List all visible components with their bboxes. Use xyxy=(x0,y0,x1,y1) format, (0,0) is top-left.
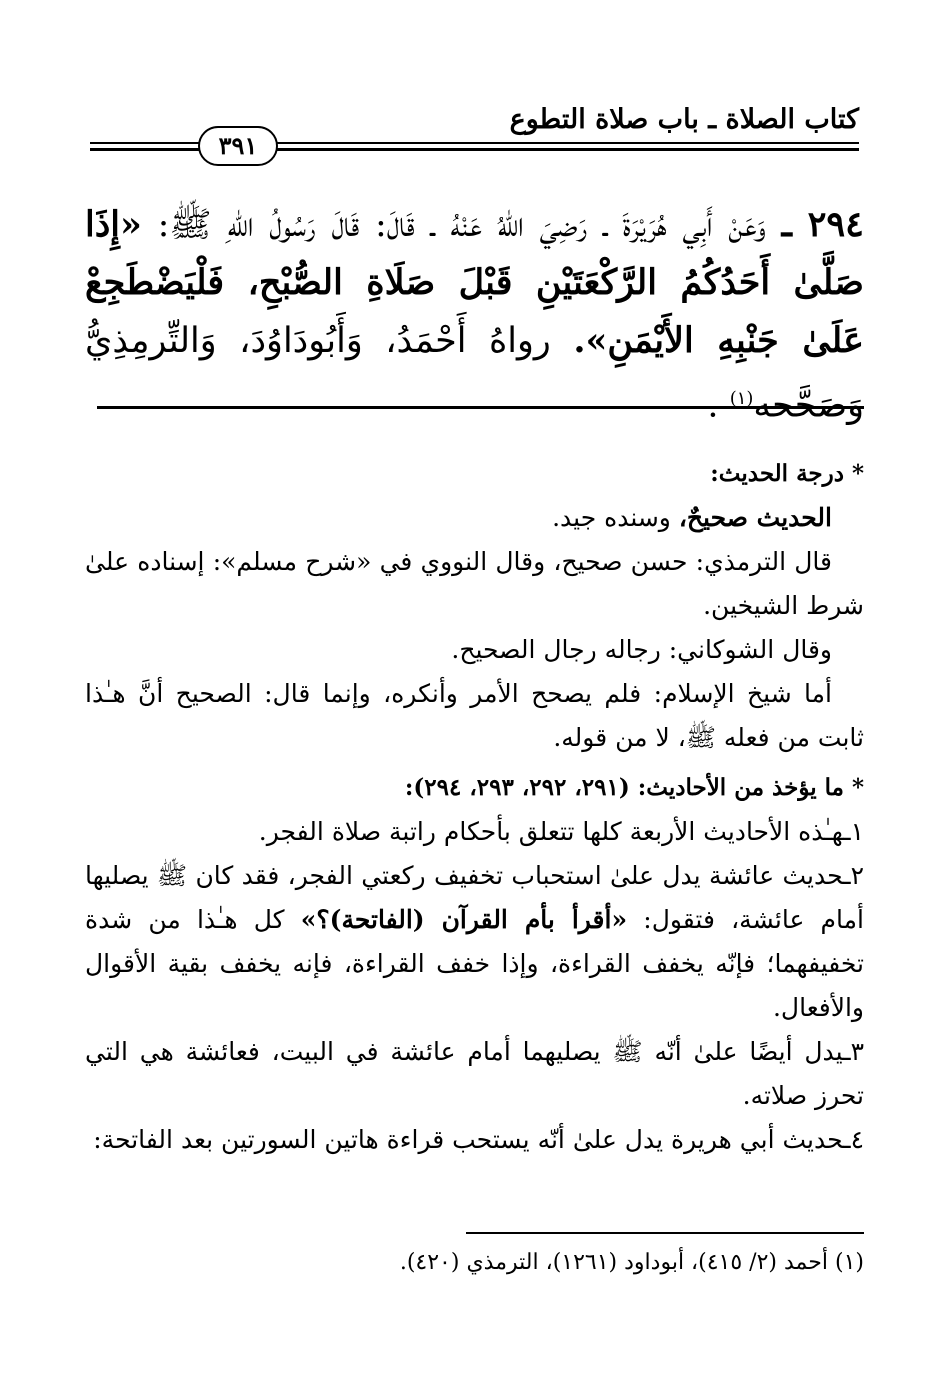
hadith-source: رواهُ أَحْمَدُ، وَأَبُودَاوُدَ، وَالتِّرمِذِيُّ وَصَحَّحه xyxy=(85,321,864,426)
footnote-separator xyxy=(466,1232,864,1234)
grading-verdict-bold: الحديث صحيحٌ، xyxy=(678,503,832,532)
grading-shaykh-al-islam xyxy=(85,672,864,760)
hadith-text xyxy=(85,196,864,435)
benefit-num: ٤ـ xyxy=(843,1125,864,1154)
footnote-reference[interactable]: (١) xyxy=(729,388,754,409)
benefit-text-a: حديث عائشة يدل علىٰ استحباب تخفيف ركعتي الفجر، فقد كان ﷺ يصليها أمام عائشة، فتقول: xyxy=(85,861,864,934)
footnote-text: أحمد (٢/ ٤١٥)، أبوداود (١٢٦١)، الترمذي (٤٢٠). xyxy=(399,1250,828,1275)
grading-heading: * درجة الحديث: xyxy=(710,460,864,487)
footnote xyxy=(85,1246,864,1280)
hadith-number: ٢٩٤ xyxy=(807,204,864,245)
running-title: كتاب الصلاة ـ باب صلاة التطوع xyxy=(509,104,859,135)
grading-verdict xyxy=(85,496,864,540)
benefit-text: هـٰذه الأحاديث الأربعة كلها تتعلق بأحكام راتبة صلاة الفجر. xyxy=(258,817,844,846)
benefit-item-3 xyxy=(85,1030,864,1118)
benefit-text: يدل أيضًا علىٰ أنّه ﷺ يصليهما أمام عائشة في البيت، فعائشة هي التي تحرز صلاته. xyxy=(85,1037,864,1110)
grading-shawkani: وقال الشوكاني: رجاله رجال الصحيح. xyxy=(451,635,832,664)
benefit-num: ٢ـ xyxy=(843,861,864,890)
grading-p3-a: أما شيخ الإسلام: فلم يصحح الأمر وأنكره، وإنما قال: الصحيح أنَّ هـٰذا xyxy=(85,679,832,708)
footnote-marker: (١) xyxy=(834,1250,864,1275)
benefit-item-1 xyxy=(85,810,864,854)
grading-p3-bold: ثابت من فعله ﷺ، xyxy=(677,723,864,752)
benefit-quote: «أقرأ بأم القرآن (الفاتحة)؟» xyxy=(300,905,628,934)
page-number-badge: ٣٩١ xyxy=(198,126,278,166)
benefit-item-2 xyxy=(85,854,864,1030)
grading-verdict-rest: وسنده جيد. xyxy=(552,503,671,532)
benefit-text-b: كل هـٰذا من شدة تخفيفهما؛ فإنّه يخفف القراءة، وإذا خفف القراءة، فإنه يخفف بقية الأقوال والأفعال. xyxy=(85,905,864,1022)
page-header xyxy=(90,100,859,160)
benefit-num: ٣ـ xyxy=(843,1037,864,1066)
benefit-item-4 xyxy=(85,1118,864,1162)
hadith-number-dash: ـ xyxy=(781,204,792,245)
benefits-heading: * ما يؤخذ من الأحاديث: (٢٩١، ٢٩٢، ٢٩٣، ٢٩٤): xyxy=(404,774,864,801)
hadith-separator-rule xyxy=(97,406,864,409)
hadith-matn: «إِذَا صَلَّىٰ أَحَدُكُمُ الرَّكْعَتَيْنِ قَبْلَ صَلَاةِ الصُّبْحِ، فَلْيَضْطَجِعْ عَلَىٰ جَنْبِهِ الأَيْمَنِ». xyxy=(85,204,864,361)
hadith-end: . xyxy=(707,385,719,426)
commentary xyxy=(85,452,864,1162)
benefit-num: ١ـ xyxy=(843,817,864,846)
grading-p3-b: لا من قوله. xyxy=(553,723,670,752)
grading-tirmidhi-nawawi: قال الترمذي: حسن صحيح، وقال النووي في «شرح مسلم»: إسناده علىٰ شرط الشيخين. xyxy=(85,547,864,620)
benefit-text: حديث أبي هريرة يدل علىٰ أنّه يستحب قراءة هاتين السورتين بعد الفاتحة: xyxy=(93,1125,844,1154)
hadith-isnad: وَعَنْ أَبِي هُرَيْرَةَ ـ رَضِيَ اللهُ عَنْهُ ـ قَالَ: قَالَ رَسُولُ اللهِ ﷺ: xyxy=(157,205,766,245)
